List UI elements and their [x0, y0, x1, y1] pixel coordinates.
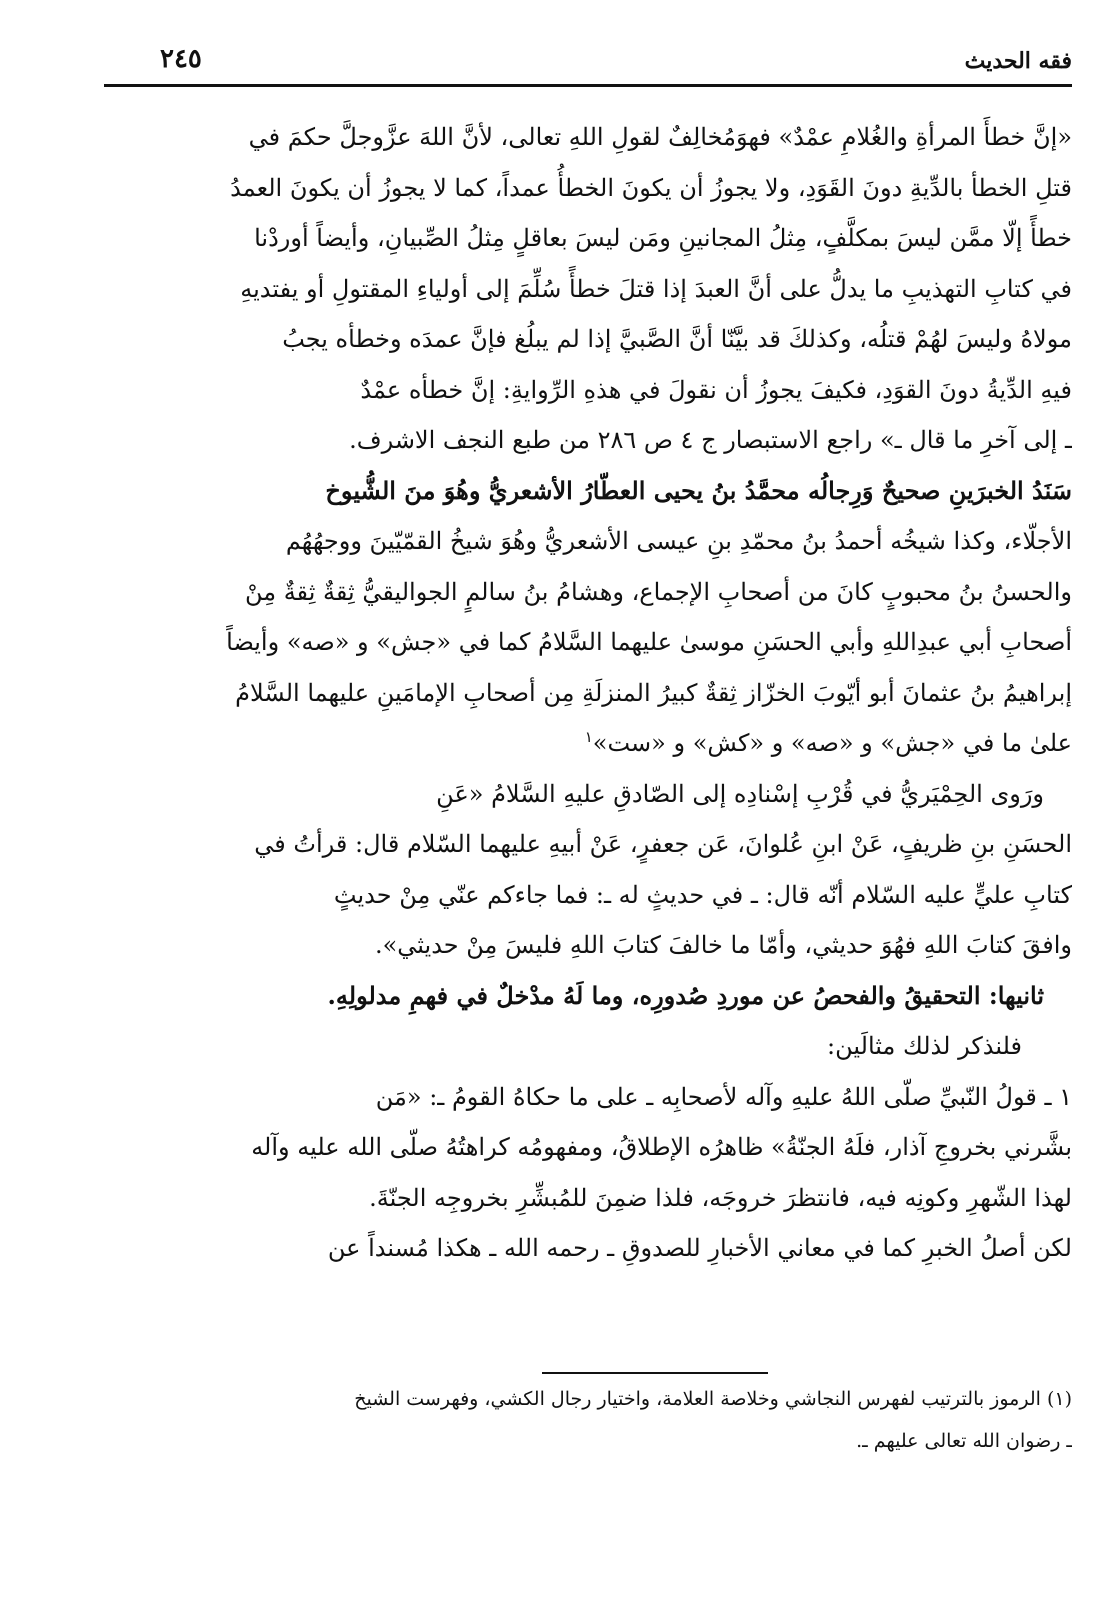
text-line: ورَوى الحِمْيَريُّ في قُرْبِ إسْنادِه إلى الصّادقِ عليهِ السَّلامُ «عَنِ [436, 779, 1044, 808]
text-line: أصحابِ أبي عبدِاللهِ وأبي الحسَنِ موسىٰ عليهما السَّلامُ كما في «جش» و «صه» وأيضاً [226, 628, 1072, 656]
running-title: فقه الحديث [964, 48, 1072, 74]
text-line-with-footnote-ref [106, 718, 1072, 769]
text-line: قتلِ الخطأ بالدِّيةِ دونَ القَوَدِ، ولا يجوزُ أن يكونَ الخطأُ عمداً، كما لا يجوزُ أن يكونَ العمدُ [230, 173, 1072, 202]
section-heading-line: ثانيها: التحقيقُ والفحصُ عن موردِ صُدورِه، وما لَهُ مدْخلٌ في فهمِ مدلولِهِ. [327, 980, 1044, 1010]
text-line: الحسَنِ بنِ ظريفٍ، عَنْ ابنِ عُلوانَ، عَن جعفرٍ، عَنْ أبيهِ عليهما السّلام قال: قرأتُ في [254, 830, 1072, 858]
text-line: في كتابِ التهذيبِ ما يدلُّ على أنَّ العبدَ إذا قتلَ خطأً سُلِّمَ إلى أولياءِ المقتولِ أو يفتديهِ [240, 274, 1072, 303]
footnote-reference: ١ [584, 728, 593, 746]
text-line: إبراهيمُ بنُ عثمانَ أبو أيّوبَ الخزّاز ثِقةٌ كبيرُ المنزلَةِ مِن أصحابِ الإمامَينِ عليهما السَّلامُ [235, 678, 1072, 707]
text-line: ـ إلى آخرِ ما قال ـ» راجع الاستبصار ج ٤ ص ٢٨٦ من طبع النجف الاشرف. [349, 426, 1072, 454]
footnotes [106, 1378, 1072, 1462]
text-line-content: علىٰ ما في «جش» و «صه» و «كش» و «ست» [592, 729, 1072, 757]
footnote-separator [542, 1372, 768, 1374]
text-line: «إنَّ خطأَ المرأةِ والغُلامِ عمْدٌ» فهوَمُخالِفٌ لقولِ اللهِ تعالى، لأنَّ اللهَ عزَّوجلَّ حكمَ في [248, 123, 1072, 151]
text-line: خطأً إلّا ممَّن ليسَ بمكلَّفٍ، مِثلُ المجانينِ ومَن ليسَ بعاقلٍ مِثلُ الصِّبيانِ، وأيضاً أوردْنا [254, 224, 1072, 252]
text-line: الأجلّاء، وكذا شيخُه أحمدُ بنُ محمّدِ بنِ عيسى الأشعريُّ وهُوَ شيخُ القمّيّينَ ووجهُهُم [285, 527, 1072, 555]
text-line: وافقَ كتابَ اللهِ فهُوَ حديثي، وأمّا ما خالفَ كتابَ اللهِ فليسَ مِنْ حديثي». [374, 931, 1072, 959]
text-line: كتابِ عليٍّ عليه السّلام أنّه قال: ـ في حديثٍ له ـ: فما جاءكم عنّي مِنْ حديثٍ [333, 880, 1072, 909]
footnote-line: ـ رضوان الله تعالى عليهم ـ. [856, 1430, 1072, 1452]
running-head [104, 42, 1072, 86]
text-line: فلنذكر لذلك مثالَين: [827, 1032, 1022, 1060]
text-line: بشَّرني بخروجِ آذار، فلَهُ الجنّةُ» ظاهرُه الإطلاقُ، ومفهومُه كراهتُهُ صلّى الله عليه وآله [251, 1133, 1072, 1161]
main-text [106, 112, 1072, 1274]
footnote-line: (١) الرموز بالترتيب لفهرس النجاشي وخلاصة العلامة، واختيار رجال الكشي، وفهرست الشيخ [354, 1388, 1072, 1410]
header-rule [104, 84, 1072, 87]
sanad-heading-line: سَنَدُ الخبرَينِ صحيحٌ وَرِجالُه محمَّدُ بنُ يحيى العطّارُ الأشعريُّ وهُوَ منَ الشُّيوخ [325, 475, 1072, 505]
text-line: لهذا الشّهرِ وكونِه فيه، فانتظرَ خروجَه، فلذا ضمِنَ للمُبشِّرِ بخروجِه الجنّةَ. [369, 1183, 1072, 1212]
text-line: والحسنُ بنُ محبوبٍ كانَ من أصحابِ الإجماع، وهشامُ بنُ سالمٍ الجواليقيُّ ثِقةٌ ثِقةٌ مِنْ [244, 577, 1072, 606]
text-line: لكن أصلُ الخبرِ كما في معاني الأخبارِ للصدوقِ ـ رحمه الله ـ هكذا مُسنداً عن [327, 1234, 1072, 1262]
page-number: ٢٤٥ [160, 44, 202, 74]
text-line: فيهِ الدِّيةُ دونَ القوَدِ، فكيفَ يجوزُ أن نقولَ في هذهِ الرِّوايةِ: إنَّ خطأه عمْدٌ [360, 375, 1072, 404]
text-line: مولاهُ وليسَ لهُمْ قتلُه، وكذلكَ قد بيَّنّا أنَّ الصَّبيَّ إذا لم يبلُغ فإنَّ عمدَه وخطأه يجبُ [282, 325, 1072, 353]
numbered-item-line: ١ ـ قولُ النّبيِّ صلّى اللهُ عليهِ وآله لأصحابِه ـ على ما حكاهُ القومُ ـ: «مَن [375, 1082, 1072, 1111]
